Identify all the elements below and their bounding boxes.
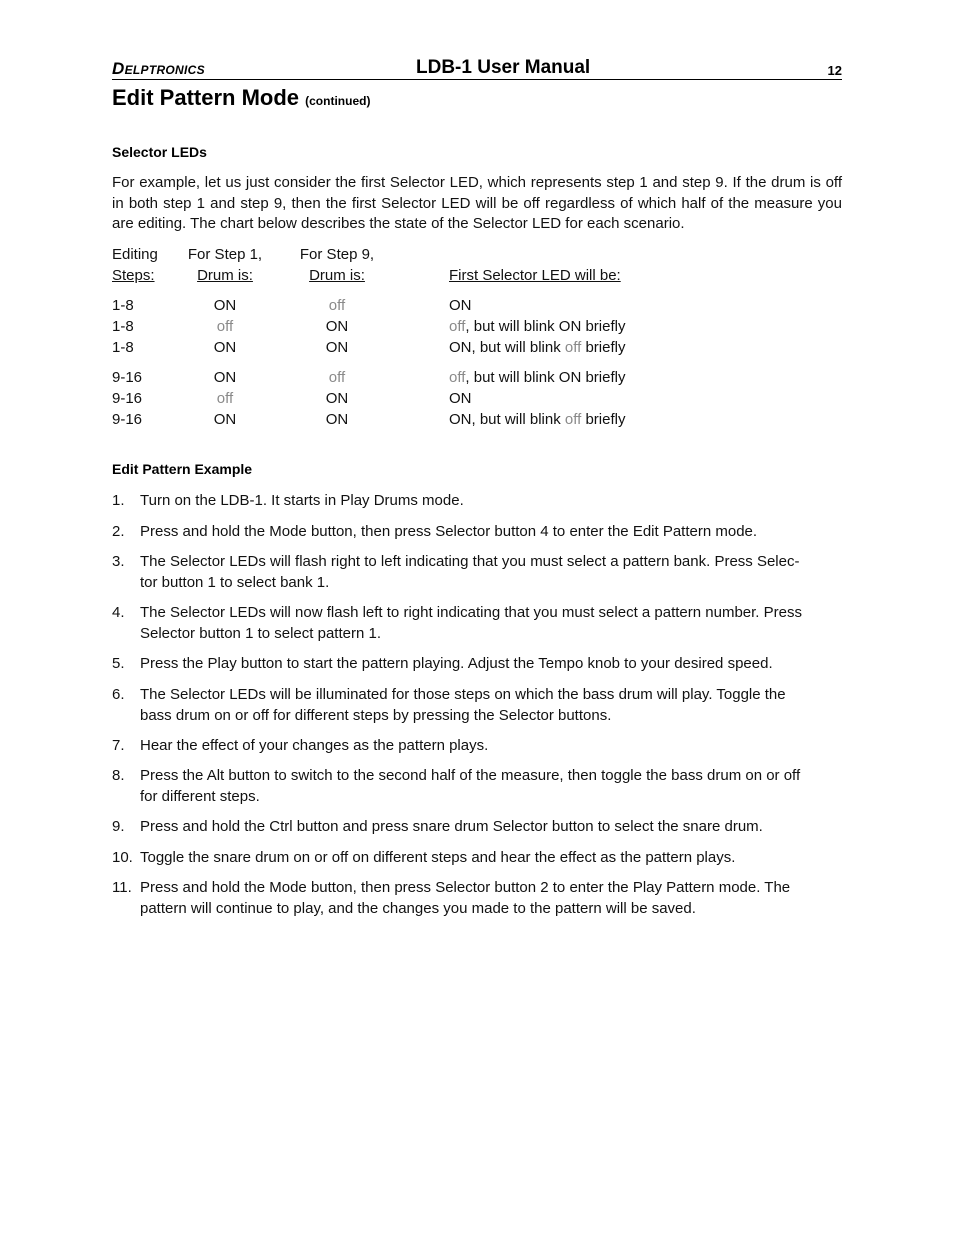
page-title <box>112 85 370 111</box>
brand-logo-text: Delptronics <box>112 59 205 78</box>
page-header <box>112 57 842 80</box>
table-cell-led: off, but will blink ON briefly <box>449 369 626 386</box>
table-cell-steps: 9-16 <box>112 369 143 386</box>
header-step9: For Step 9, <box>299 246 375 263</box>
table-cell-step1: off <box>216 318 234 335</box>
page-title-continued: (continued) <box>305 94 371 108</box>
table-cell-step1: ON <box>213 339 237 356</box>
table-cell-led: ON, but will blink off briefly <box>449 339 626 356</box>
header-led-state: First Selector LED will be: <box>449 267 621 284</box>
table-cell-step9: ON <box>325 390 349 407</box>
table-cell-step9: off <box>328 297 346 314</box>
table-cell-steps: 1-8 <box>112 297 134 314</box>
table-cell-steps: 1-8 <box>112 318 134 335</box>
table-cell-steps: 1-8 <box>112 339 134 356</box>
table-cell-led: off, but will blink ON briefly <box>449 318 626 335</box>
table-cell-step9: ON <box>325 411 349 428</box>
table-cell-led: ON <box>449 390 472 407</box>
table-cell-step9: ON <box>325 339 349 356</box>
table-cell-step1: ON <box>213 297 237 314</box>
header-editing: Editing <box>112 246 158 263</box>
section-heading-edit-pattern-example: Edit Pattern Example <box>112 461 253 477</box>
header-steps: Steps: <box>112 267 155 284</box>
table-cell-steps: 9-16 <box>112 411 143 428</box>
table-cell-step1: ON <box>213 411 237 428</box>
header-step9-drum: Drum is: <box>309 267 365 284</box>
table-cell-step1: ON <box>213 369 237 386</box>
table-cell-step9: ON <box>325 318 349 335</box>
header-step1: For Step 1, <box>187 246 263 263</box>
table-cell-led: ON, but will blink off briefly <box>449 411 626 428</box>
table-cell-step9: off <box>328 369 346 386</box>
intro-paragraph: For example, let us just consider the first Selector LED, which represents step 1 and step 9. If the drum is off in both step 1 and step 9, then the first Selector LED will be off regardless of which half of the measure you are editing. The chart below describes the state of the Selector LED for each scenario. <box>112 174 842 232</box>
table-cell-led: ON <box>449 297 472 314</box>
document-title: LDB-1 User Manual <box>416 57 591 78</box>
page-title-main: Edit Pattern Mode <box>112 85 300 110</box>
table-cell-step1: off <box>216 390 234 407</box>
page-number: 12 <box>827 63 842 78</box>
header-step1-drum: Drum is: <box>197 267 253 284</box>
table-cell-steps: 9-16 <box>112 390 143 407</box>
section-heading-selector-leds: Selector LEDs <box>112 144 207 160</box>
